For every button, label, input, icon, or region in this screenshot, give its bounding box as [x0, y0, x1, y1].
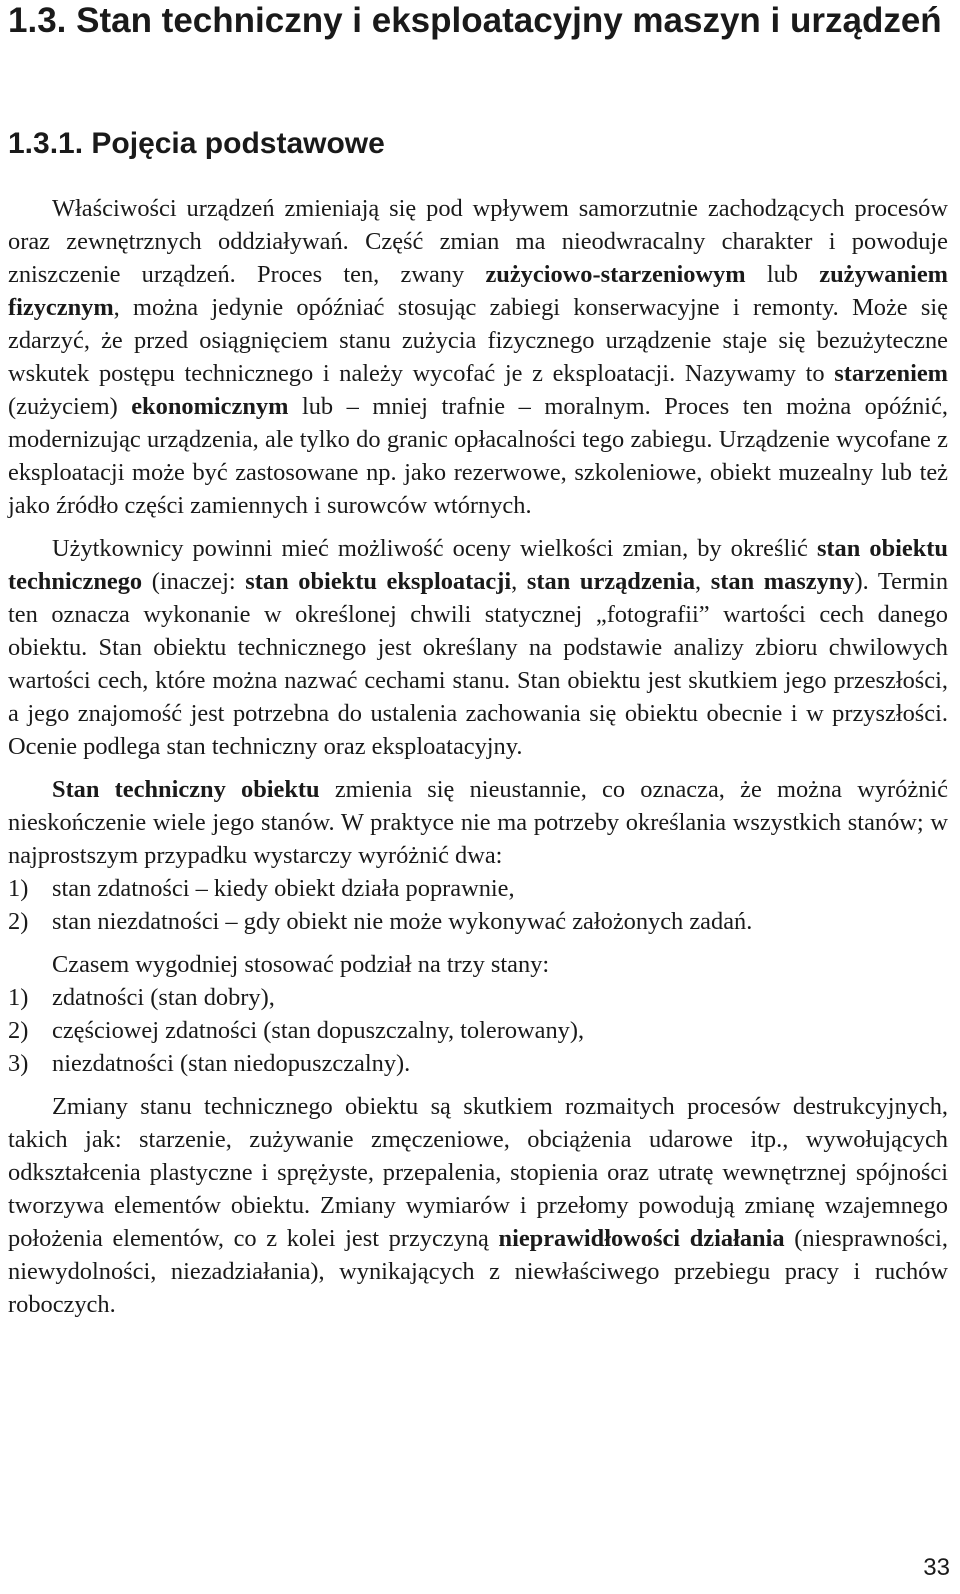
term-machine-state: stan maszyny [710, 568, 855, 595]
term-aging: starzeniem [834, 360, 948, 387]
page-number: 33 [923, 1554, 950, 1581]
text-run: Zmiany stanu technicznego obiektu są skutkiem rozmaitych procesów destrukcyjnych, takich jak: starzenie, zużywanie zmęczeniowe, obciążenia udarowe itp., wywołujących odkształcenia plastyczne i sprężyste, przepalenia, stopienia oraz utratę wewnętrznej spójności tworzywa elementów obiektu. Zmiany wymiarów i przełomy powodują zmianę wzajemnego położenia elementów, co z kolei jest przyczyną [8, 1093, 948, 1252]
text-run: (niesprawności, niewydolności, niezadziałania), wynikających z niewłaściwego przebiegu pracy i ruchów roboczych. [8, 1225, 948, 1318]
list-number: 3) [8, 1050, 29, 1077]
list-number: 1) [8, 875, 29, 902]
text-run: (inaczej: [142, 568, 246, 595]
subsection-heading: 1.3.1. Pojęcia podstawowe [8, 127, 385, 160]
paragraph-2 [8, 532, 948, 763]
term-technical-object-state: stan obiektu technicznego [8, 535, 948, 595]
term-technical-state: Stan techniczny obiektu [52, 776, 320, 803]
term-malfunction: nieprawidłowości działania [498, 1225, 785, 1252]
list-text: stan niezdatności – gdy obiekt nie może wykonywać założonych zadań. [52, 908, 753, 935]
list-number: 1) [8, 984, 29, 1011]
paragraph-3 [8, 773, 948, 872]
body-text [8, 192, 948, 1321]
text-run: , [695, 568, 711, 595]
list-number: 2) [8, 908, 29, 935]
text-run: lub [745, 261, 820, 288]
term-wear-aging: zużyciowo-starzeniowym [485, 261, 746, 288]
term-operation-object-state: stan obiektu eksploatacji [245, 568, 512, 595]
list-item [8, 905, 948, 938]
text-run: (zużyciem) [8, 393, 132, 420]
text-run: zmienia się nieustannie, co oznacza, że można wyróżnić nieskończenie wiele jego stanów. W praktyce nie ma potrzeby określania wszystkich stanów; w najprostszym przypadku wystarczy wyróżnić dwa: [8, 776, 948, 869]
list-three-states [8, 981, 948, 1080]
paragraph-4: Czasem wygodniej stosować podział na trzy stany: [52, 951, 550, 978]
list-item [8, 872, 948, 905]
list-two-states [8, 872, 948, 938]
list-item [8, 1047, 948, 1080]
paragraph-1 [8, 192, 948, 522]
list-text: częściowej zdatności (stan dopuszczalny, tolerowany), [52, 1017, 585, 1044]
text-run: Właściwości urządzeń zmieniają się pod wpływem samorzutnie zachodzących procesów oraz zewnętrznych oddziaływań. Część zmian ma nieodwracalny charakter i powoduje zniszczenie urządzeń. Proces ten, zwany [8, 195, 948, 288]
list-text: niezdatności (stan niedopuszczalny). [52, 1050, 411, 1077]
text-run: Użytkownicy powinni mieć możliwość oceny wielkości zmian, by określić [52, 535, 817, 562]
text-run: lub – mniej trafnie – moralnym. Proces ten można opóźnić, modernizując urządzenia, ale tylko do granic opłacalności tego zabiegu. Urządzenie wycofane z eksploatacji może być zastosowane np. jako rezerwowe, szkoleniowe, obiekt muzealny lub też jako źródło części zamiennych i surowców wtórnych. [8, 393, 948, 519]
term-physical-wear: zużywaniem fizycznym [8, 261, 948, 321]
text-run: , można jedynie opóźniać stosując zabiegi konserwacyjne i remonty. Może się zdarzyć, że przed osiągnięciem stanu zużycia fizycznego urządzenie staje się bezużyteczne wskutek postępu technicznego i należy wycofać je z eksploatacji. Nazywamy to [8, 294, 948, 387]
list-item [8, 1014, 948, 1047]
section-heading: 1.3. Stan techniczny i eksploatacyjny maszyn i urządzeń [8, 1, 942, 40]
term-device-state: stan urządzenia [526, 568, 696, 595]
list-text: zdatności (stan dobry), [52, 984, 275, 1011]
term-economic: ekonomicznym [131, 393, 289, 420]
paragraph-5 [8, 1090, 948, 1321]
list-number: 2) [8, 1017, 29, 1044]
list-text: stan zdatności – kiedy obiekt działa poprawnie, [52, 875, 515, 902]
text-run: ). Termin ten oznacza wykonanie w określonej chwili statycznej „fotografii” wartości cech danego obiektu. Stan obiektu technicznego jest określany na podstawie analizy zbioru chwilowych wartości cech, które można nazwać cechami stanu. Stan obiektu jest skutkiem jego przeszłości, a jego znajomość jest potrzebna do ustalenia zachowania się obiektu obecnie i w przyszłości. Ocenie podlega stan techniczny oraz eksploatacyjny. [8, 568, 949, 760]
text-run: , [511, 568, 527, 595]
list-item [8, 981, 948, 1014]
